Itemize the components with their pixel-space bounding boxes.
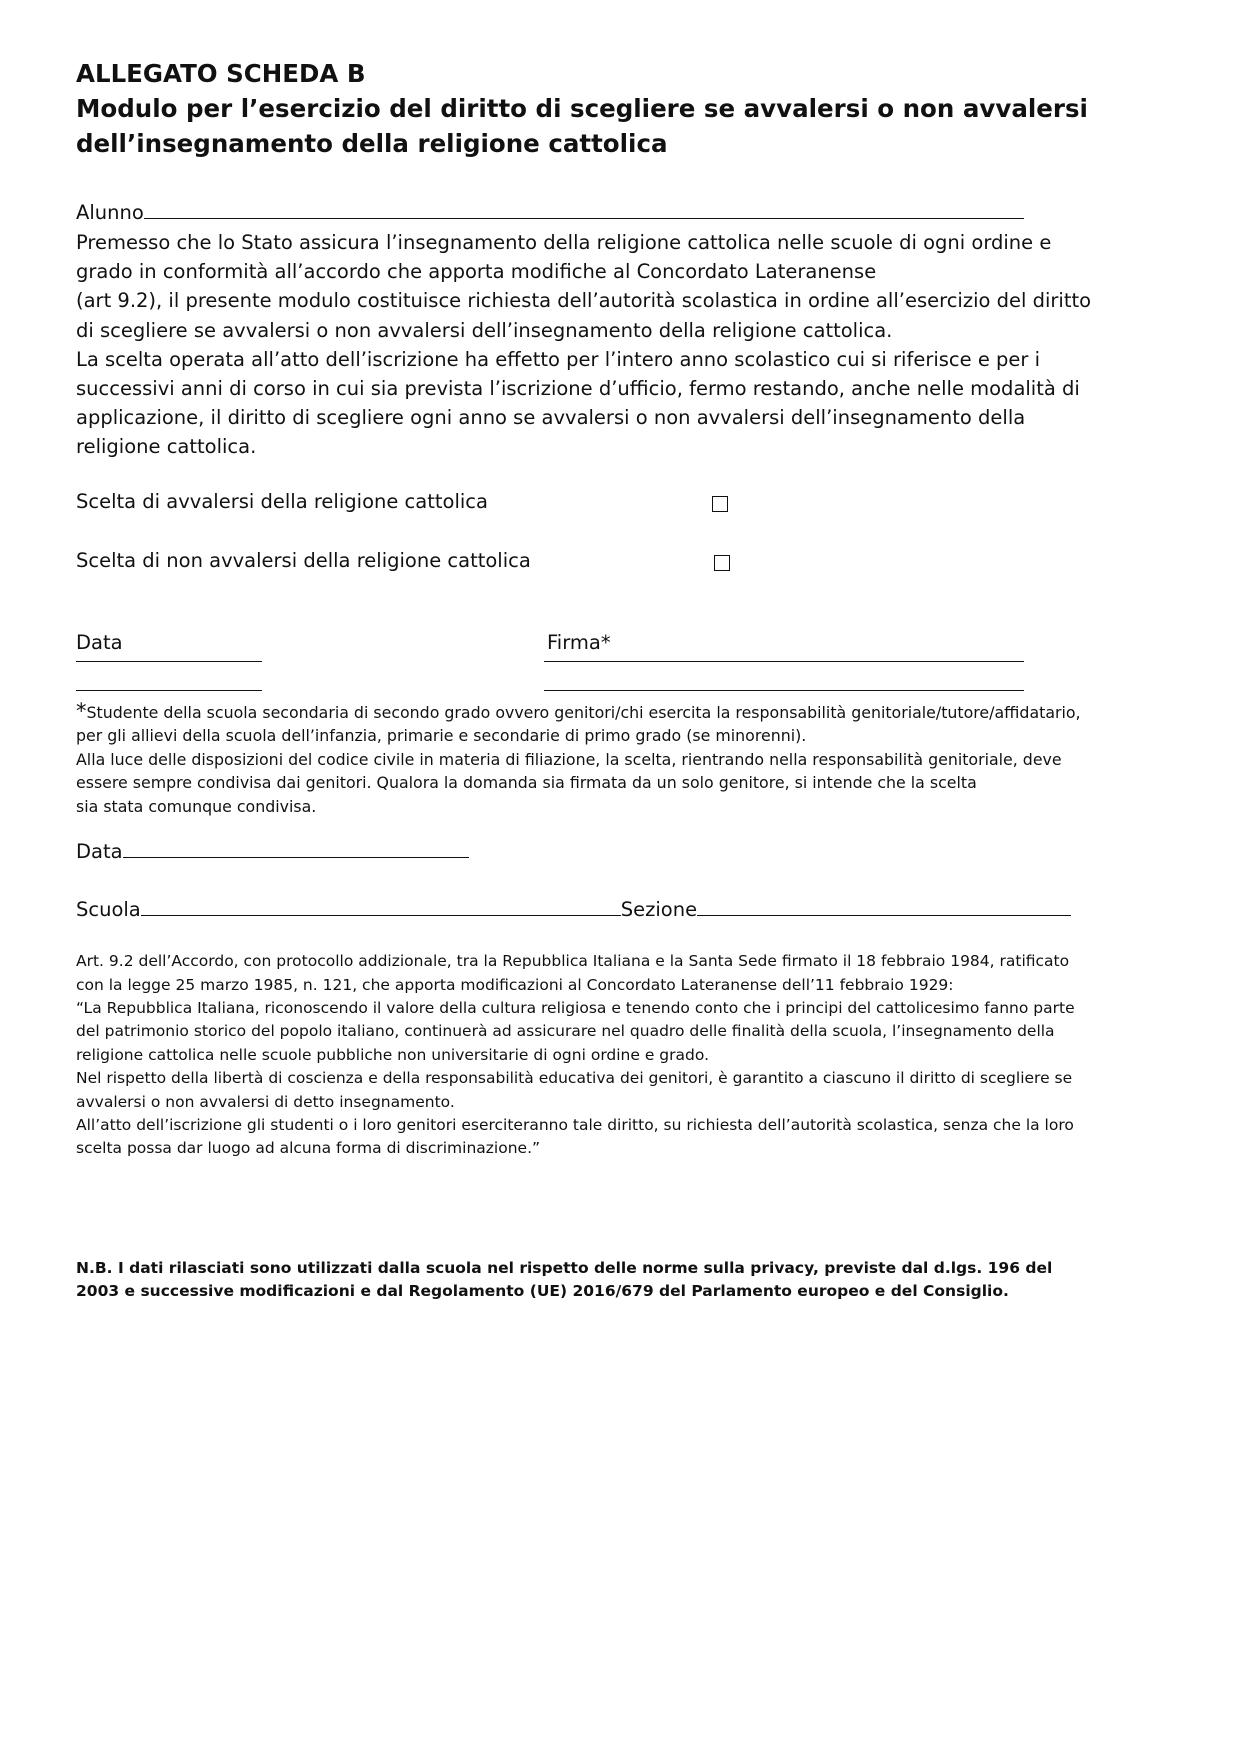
privacy-note [76, 1257, 1176, 1304]
article-text [76, 950, 1176, 1161]
privacy-note-line: N.B. I dati rilasciati sono utilizzati dalla scuola nel rispetto delle norme sulla privacy, previste dal d.lgs. 196 del [76, 1258, 1053, 1277]
attachment-title: ALLEGATO SCHEDA B [76, 59, 366, 88]
premise-line: successivi anni di corso in cui sia prevista l’iscrizione d’ufficio, fermo restando, anche nelle modalità di [76, 377, 1080, 401]
choice-non-avvalersi-row [76, 549, 1176, 578]
school-date-field[interactable] [123, 838, 469, 858]
signature-date-label: Data [76, 630, 123, 654]
school-row [76, 896, 1176, 925]
form-title: Modulo per l’esercizio del diritto di scegliere se avvalersi o non avvalersi [76, 94, 1088, 123]
premise-text [76, 228, 1176, 462]
document-header [76, 56, 1176, 161]
premise-line: (art 9.2), il presente modulo costituisce richiesta dell’autorità scolastica in ordine all’esercizio del diritto [76, 289, 1092, 313]
footnote-line: sia stata comunque condivisa. [76, 796, 317, 816]
premise-line: La scelta operata all’atto dell’iscrizione ha effetto per l’intero anno scolastico cui si riferisce e per i [76, 347, 1041, 371]
alunno-label: Alunno [76, 201, 144, 224]
signature-firma-line-2[interactable] [544, 690, 1024, 691]
section-field[interactable] [697, 896, 1071, 916]
alunno-field[interactable] [144, 199, 1024, 219]
document-page [76, 56, 1176, 1304]
school-date-label: Data [76, 840, 123, 864]
signature-firma-label: Firma* [547, 630, 611, 654]
article-line: “La Repubblica Italiana, riconoscendo il valore della cultura religiosa e tenendo conto che i principi del cattolicesimo fanno parte [76, 998, 1075, 1017]
choice-avvalersi-checkbox[interactable] [712, 496, 728, 512]
signature-date-line-1[interactable] [76, 661, 262, 662]
school-label: Scuola [76, 898, 141, 922]
alunno-row [76, 199, 1176, 228]
form-title-continued: dell’insegnamento della religione cattolica [76, 129, 668, 158]
premise-line: Premesso che lo Stato assicura l’insegnamento della religione cattolica nelle scuole di ogni ordine e [76, 231, 1052, 254]
article-line: scelta possa dar luogo ad alcuna forma di discriminazione.” [76, 1139, 541, 1158]
article-line: con la legge 25 marzo 1985, n. 121, che apporta modificazioni al Concordato Lateranense dell’11 febbraio 1929: [76, 975, 954, 994]
choice-avvalersi-row [76, 490, 1176, 519]
choice-avvalersi-label: Scelta di avvalersi della religione cattolica [76, 489, 488, 513]
footnote-star: * [76, 698, 87, 723]
signature-firma-line-1[interactable] [544, 661, 1024, 662]
school-field[interactable] [141, 896, 621, 916]
article-line: Art. 9.2 dell’Accordo, con protocollo addizionale, tra la Repubblica Italiana e la Santa Sede firmato il 18 febbraio 1984, ratificato [76, 952, 1070, 971]
footnote-line: Alla luce delle disposizioni del codice civile in materia di filiazione, la scelta, rientrando nella responsabilità genitoriale, deve [76, 749, 1062, 769]
choice-non-avvalersi-checkbox[interactable] [714, 555, 730, 571]
premise-line: applicazione, il diritto di scegliere ogni anno se avvalersi o non avvalersi dell’insegnamento della [76, 406, 1026, 430]
signature-date-line-2[interactable] [76, 690, 262, 691]
premise-line: religione cattolica. [76, 435, 257, 459]
article-line: religione cattolica nelle scuole pubbliche non universitarie di ogni ordine e grado. [76, 1045, 709, 1064]
school-date-row [76, 838, 1176, 867]
article-line: Nel rispetto della libertà di coscienza e della responsabilità educativa dei genitori, è garantito a ciascuno il diritto di scegliere se [76, 1069, 1073, 1088]
section-label: Sezione [620, 898, 698, 922]
choice-non-avvalersi-label: Scelta di non avvalersi della religione cattolica [76, 548, 531, 572]
article-line: All’atto dell’iscrizione gli studenti o i loro genitori eserciteranno tale diritto, su richiesta dell’autorità scolastica, senza che la loro [76, 1115, 1074, 1134]
privacy-note-line: 2003 e successive modificazioni e dal Regolamento (UE) 2016/679 del Parlamento europeo e del Consiglio. [76, 1282, 1009, 1301]
premise-line: grado in conformità all’accordo che apporta modifiche al Concordato Lateranense [76, 260, 877, 284]
signature-block [76, 628, 1176, 728]
article-line: del patrimonio storico del popolo italiano, continuerà ad assicurare nel quadro delle finalità della scuola, l’insegnamento della [76, 1022, 1055, 1041]
article-line: avvalersi o non avvalersi di detto insegnamento. [76, 1092, 455, 1111]
footnote-line: essere sempre condivisa dai genitori. Qualora la domanda sia firmata da un solo genitore, si intende che la scelta [76, 773, 977, 793]
premise-line: di scegliere se avvalersi o non avvalersi dell’insegnamento della religione cattolica. [76, 318, 893, 342]
footnote-line: *Studente della scuola secondaria di secondo grado ovvero genitori/chi esercita la responsabilità genitoriale/tutore/affidatario, [76, 698, 1081, 723]
footnote-line: per gli allievi della scuola dell’infanzia, primarie e secondarie di primo grado (se minorenni). [76, 726, 807, 746]
